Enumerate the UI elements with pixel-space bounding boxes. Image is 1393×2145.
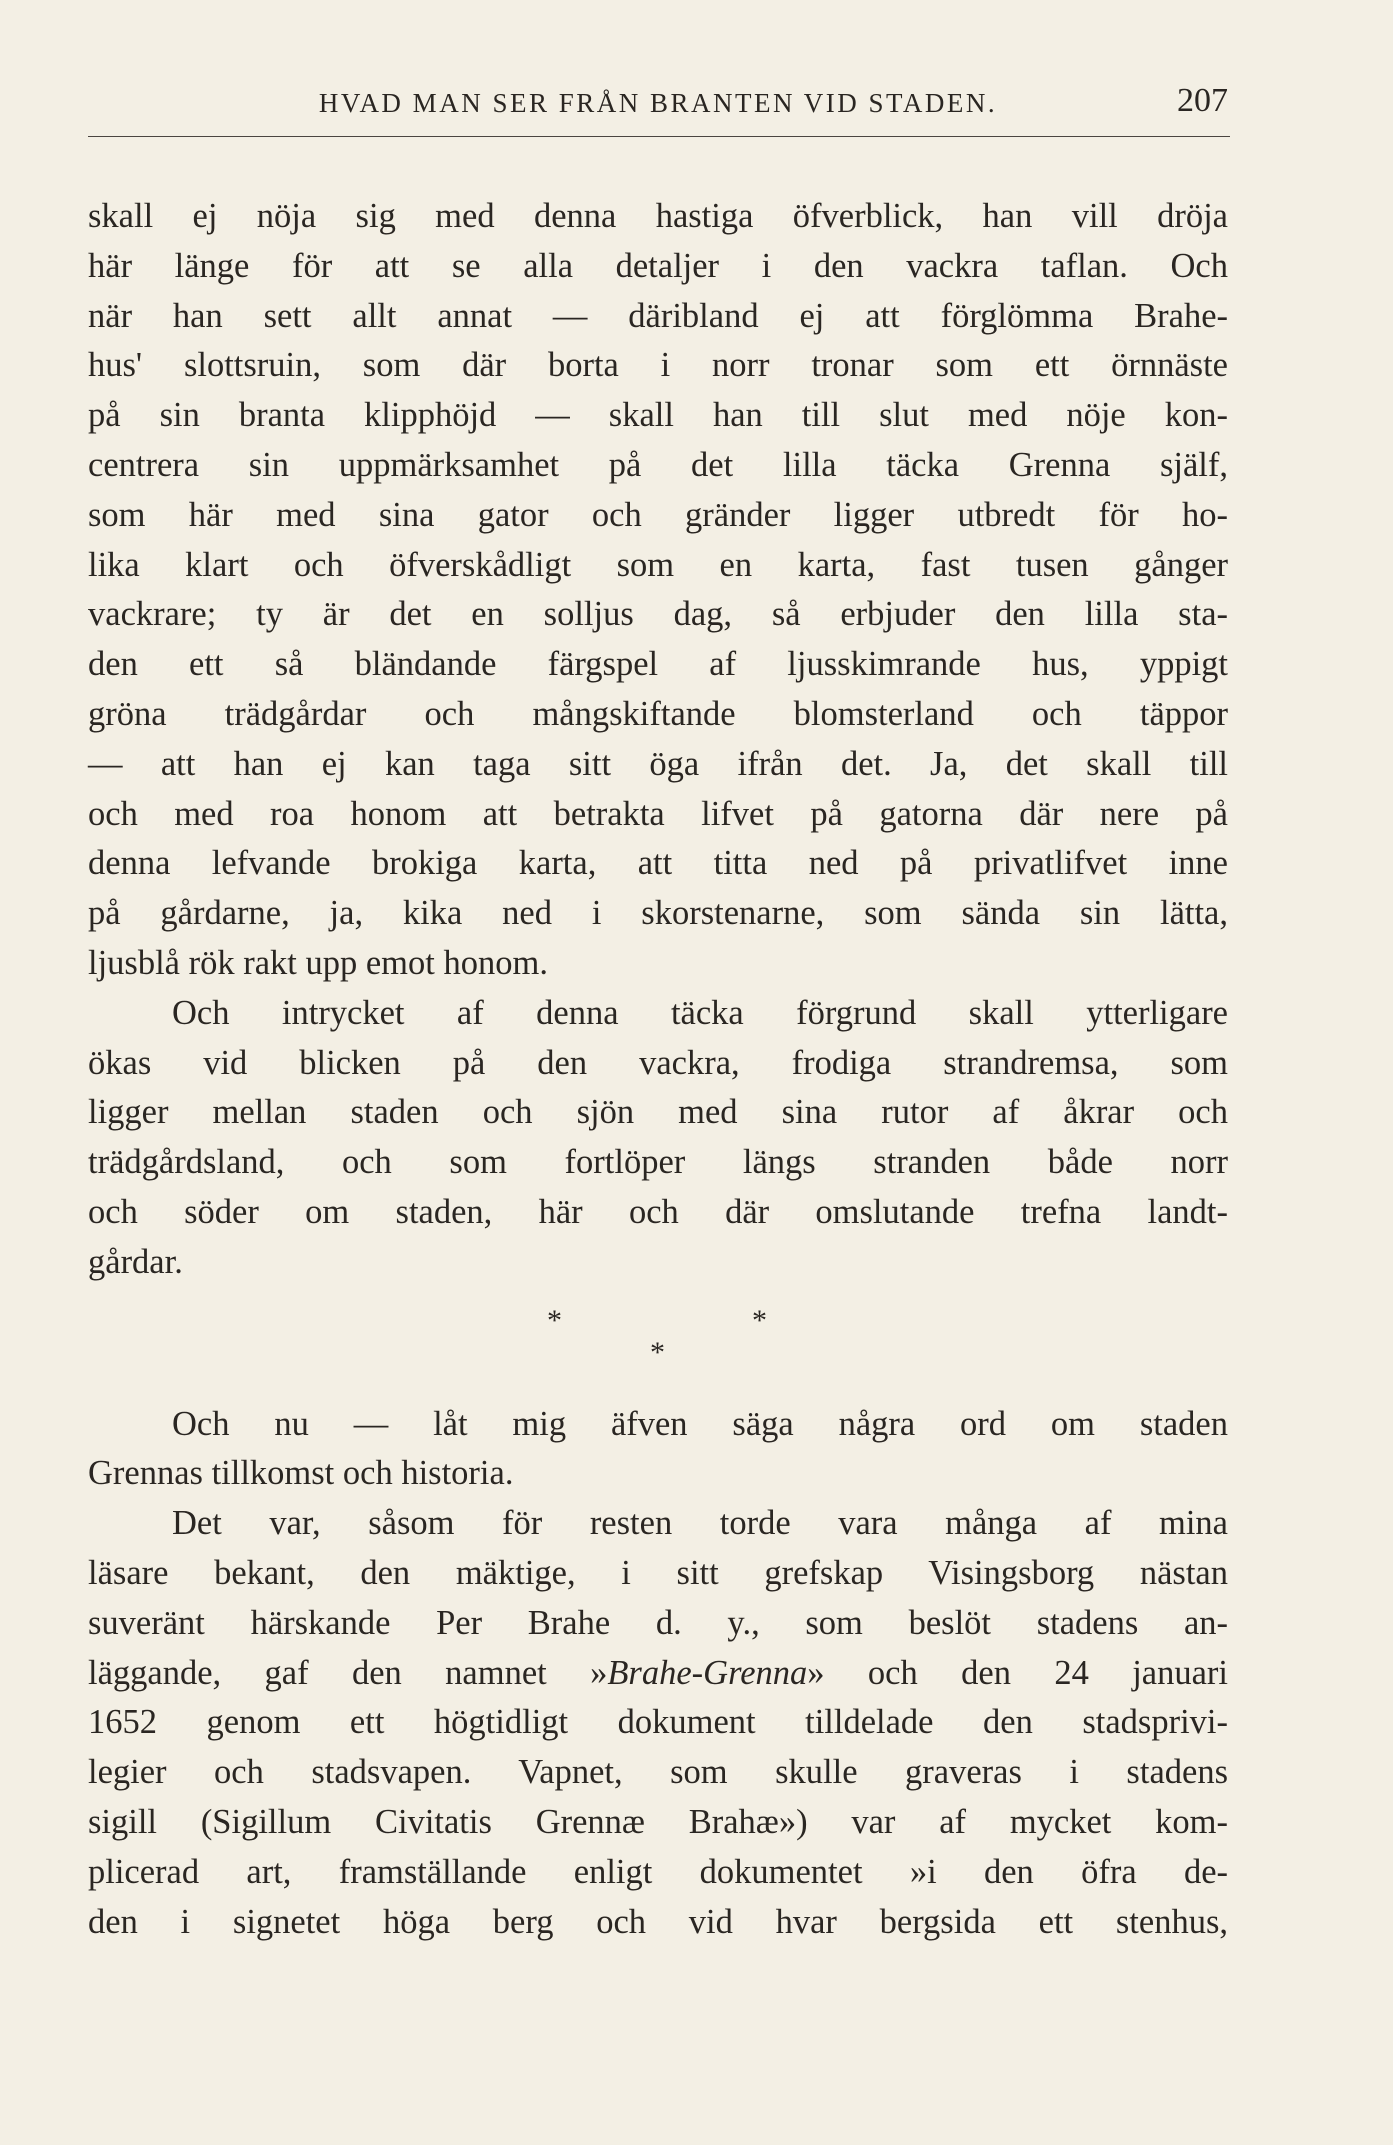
text-line: ljusblå rök rakt upp emot honom. <box>88 943 548 982</box>
text-line: vackrare; ty är det en solljus dag, så erbjuder den lilla sta- <box>88 595 1228 634</box>
text-line: sigill (Sigillum Civitatis Grennæ Brahæ») var af mycket kom- <box>88 1802 1228 1841</box>
text-line: 1652 genom ett högtidligt dokument tilldelade den stadsprivi- <box>88 1703 1228 1742</box>
text-run: läggande, gaf den namnet » <box>88 1653 608 1692</box>
text-line: på gårdarne, ja, kika ned i skorstenarne, som sända sin lätta, <box>88 894 1228 933</box>
text-line: centrera sin uppmärksamhet på det lilla täcka Grenna själf, <box>88 445 1228 484</box>
text-line: legier och stadsvapen. Vapnet, som skulle graveras i stadens <box>88 1753 1228 1792</box>
text-line: skall ej nöja sig med denna hastiga öfverblick, han vill dröja <box>88 197 1228 235</box>
text-line: och med roa honom att betrakta lifvet på gatorna där nere på <box>88 794 1228 833</box>
running-head <box>88 82 1228 130</box>
text-line: plicerad art, framställande enligt dokumentet »i den öfra de- <box>88 1852 1228 1891</box>
text-line: läsare bekant, den mäktige, i sitt grefskap Visingsborg nästan <box>88 1553 1228 1592</box>
text-line: trädgårdsland, och som fortlöper längs stranden både norr <box>88 1143 1228 1182</box>
text-line: Och intrycket af denna täcka förgrund skall ytterligare <box>172 993 1228 1032</box>
text-line: och söder om staden, här och där omslutande trefna landt- <box>88 1192 1228 1231</box>
text-line: Det var, såsom för resten torde vara många af mina <box>172 1504 1228 1543</box>
text-line: på sin branta klipphöjd — skall han till slut med nöje kon- <box>88 396 1228 435</box>
asterism <box>88 1288 1228 1400</box>
text-line: lika klart och öfverskådligt som en karta, fast tusen gånger <box>88 545 1228 584</box>
text-line: gröna trädgårdar och mångskiftande blomsterland och täppor <box>88 694 1228 733</box>
text-line: här länge för att se alla detaljer i den vackra taflan. Och <box>88 246 1228 285</box>
text-line: hus' slottsruin, som där borta i norr tronar som ett örnnäste <box>88 346 1228 385</box>
page-number: 207 <box>1177 82 1228 119</box>
header-rule <box>88 136 1230 137</box>
text-line: Och nu — låt mig äfven säga några ord om staden <box>172 1404 1228 1443</box>
text-line: som här med sina gator och gränder ligger utbredt för ho- <box>88 495 1228 534</box>
text-line: Grennas tillkomst och historia. <box>88 1454 514 1493</box>
text-line: suveränt härskande Per Brahe d. y., som beslöt stadens an- <box>88 1603 1228 1642</box>
asterism-star: * <box>752 1303 767 1337</box>
body-text <box>88 192 1228 1947</box>
text-line: gårdar. <box>88 1242 183 1281</box>
italic-name: Brahe-Grenna <box>607 1653 808 1692</box>
asterism-star: * <box>650 1335 665 1369</box>
text-line: den i signetet höga berg och vid hvar bergsida ett stenhus, <box>88 1902 1228 1941</box>
text-line: den ett så bländande färgspel af ljusskimrande hus, yppigt <box>88 645 1228 684</box>
text-line: denna lefvande brokiga karta, att titta ned på privatlifvet inne <box>88 844 1228 883</box>
asterism-star: * <box>547 1303 562 1337</box>
text-line: när han sett allt annat — däribland ej att förglömma Brahe- <box>88 296 1228 335</box>
text-line: — att han ej kan taga sitt öga ifrån det. Ja, det skall till <box>88 744 1228 783</box>
text-line: ligger mellan staden och sjön med sina rutor af åkrar och <box>88 1093 1228 1132</box>
text-line: ökas vid blicken på den vackra, frodiga strandremsa, som <box>88 1043 1228 1082</box>
text-run: » och den 24 januari <box>807 1653 1228 1692</box>
running-title: HVAD MAN SER FRÅN BRANTEN VID STADEN. <box>318 88 998 118</box>
text-line <box>88 1649 1228 1699</box>
